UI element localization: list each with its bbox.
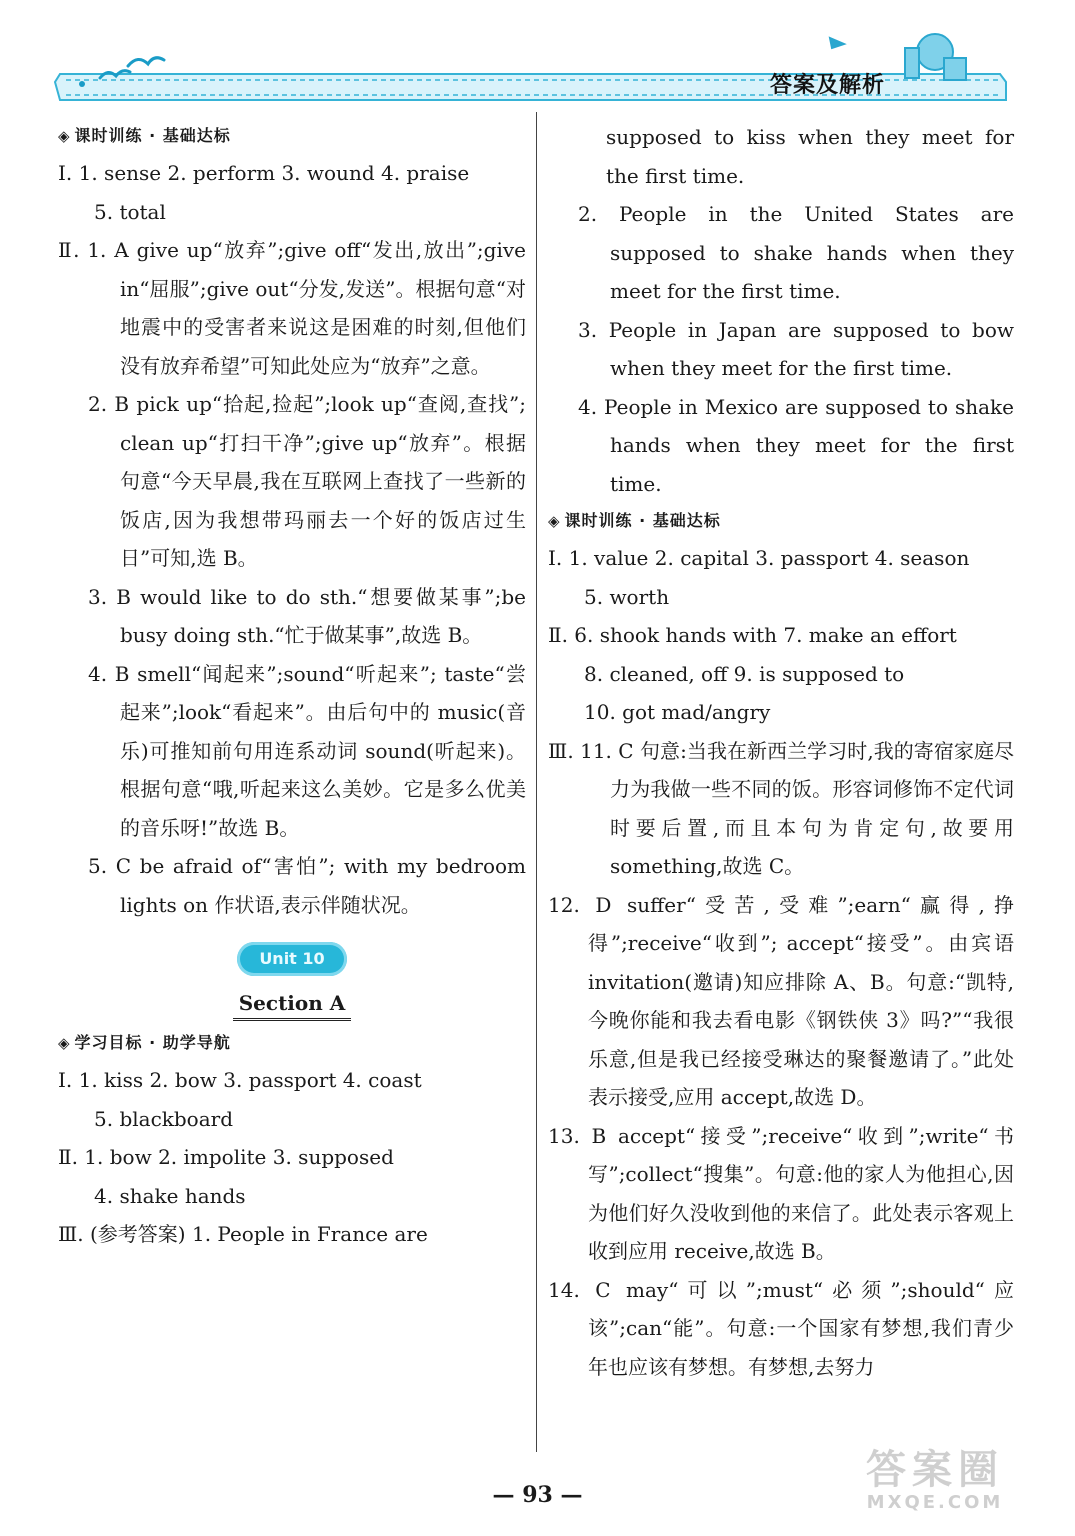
watermark xyxy=(835,1448,1035,1528)
diamond-icon: ◈ xyxy=(58,1034,71,1052)
unit-badge: Unit 10 xyxy=(237,942,346,976)
watermark-url: MXQE.COM xyxy=(866,1492,1004,1513)
answer-line: supposed to kiss when they meet for the first time. xyxy=(606,125,1014,188)
answer-line: 8. cleaned, off 9. is supposed to xyxy=(584,661,905,686)
column-divider xyxy=(536,112,537,1452)
answer-line: Ⅰ. 1. value 2. capital 3. passport 4. season xyxy=(548,546,970,570)
page-number: — 93 — xyxy=(492,1482,583,1508)
answer-line: Ⅱ. 6. shook hands with 7. make an effort xyxy=(548,623,957,647)
section-heading-text: 课时训练 · 基础达标 xyxy=(74,126,231,145)
answer-explanation: 14. C may“可以”;must“必须”;should“应该”;can“能”。句意:一个国家有梦想,我们青少年也应该有梦想。有梦想,去努力 xyxy=(548,1277,1014,1379)
section-heading xyxy=(548,503,1014,539)
header-title: 答案及解析 xyxy=(769,73,885,98)
answer-line: 10. got mad/angry xyxy=(584,700,771,724)
answer-line: Ⅰ. 1. kiss 2. bow 3. passport 4. coast xyxy=(58,1068,422,1092)
unit-badge-wrap xyxy=(58,938,526,982)
answer-line: 5. worth xyxy=(584,584,670,609)
section-heading-text: 学习目标 · 助学导航 xyxy=(74,1033,231,1052)
header-decoration xyxy=(0,0,1075,110)
section-title-text: Section A xyxy=(233,988,352,1021)
diamond-icon: ◈ xyxy=(548,512,561,530)
answer-line: Ⅱ. 1. bow 2. impolite 3. supposed xyxy=(58,1145,394,1169)
section-heading xyxy=(58,1025,526,1061)
section-heading-text: 课时训练 · 基础达标 xyxy=(564,511,721,530)
answer-explanation: 3. B would like to do sth.“想要做某事”;be busy doing sth.“忙于做某事”,故选 B。 xyxy=(88,584,526,647)
answer-line: 4. People in Mexico are supposed to shake hands when they meet for the first time. xyxy=(578,394,1014,496)
answer-line: 4. shake hands xyxy=(94,1183,246,1208)
answer-explanation: 5. C be afraid of“害怕”; with my bedroom lights on 作状语,表示伴随状况。 xyxy=(88,854,526,917)
answer-line: 5. total xyxy=(94,199,166,224)
answer-explanation: 4. B smell“闻起来”;sound“听起来”; taste“尝起来”;look“看起来”。由后句中的 music(音乐)可推知前句用连系动词 sound(听起来)。根据句意“哦,听起来这么美妙。它是多么优美的音乐呀!”故选 B。 xyxy=(88,661,526,840)
diamond-icon: ◈ xyxy=(58,127,71,145)
section-title xyxy=(58,986,526,1021)
left-column xyxy=(58,118,526,1254)
answer-explanation: 13. B accept“接受”;receive“收到”;write“书写”;collect“搜集”。句意:他的家人为他担心,因为他们好久没收到他的来信了。此处表示客观上收到应用 receive,故选 B。 xyxy=(548,1123,1014,1263)
section-heading xyxy=(58,118,526,154)
answer-line: 2. People in the United States are supposed to shake hands when they meet for the first time. xyxy=(578,202,1014,303)
answer-line: 5. blackboard xyxy=(94,1106,234,1131)
answer-explanation: Ⅱ. 1. A give up“放弃”;give off“发出,放出”;give in“屈服”;give out“分发,发送”。根据句意“对地震中的受害者来说这是困难的时刻,但他们没有放弃希望”可知此处应为“放弃”之意。 xyxy=(58,238,526,378)
right-column xyxy=(548,118,1014,1386)
answer-explanation: 12. D suffer“受苦,受难”;earn“赢得,挣得”;receive“收到”; accept“接受”。由宾语 invitation(邀请)知应排除 A、B。句意:“凯特,今晚你能和我去看电影《钢铁侠 3》吗?”“我很乐意,但是我已经接受琳达的聚餐邀请了。”此处表示接受,应用 accept,故选 D。 xyxy=(548,892,1014,1109)
answer-line: 3. People in Japan are supposed to bow when they meet for the first time. xyxy=(578,317,1014,380)
watermark-title: 答案圈 xyxy=(866,1447,1004,1493)
answer-line: Ⅰ. 1. sense 2. perform 3. wound 4. praise xyxy=(58,161,470,185)
page-header xyxy=(0,0,1075,110)
answer-explanation: 2. B pick up“拾起,捡起”;look up“查阅,查找”; clean up“打扫干净”;give up“放弃”。根据句意“今天早晨,我在互联网上查找了一些新的饭店,因为我想带玛丽去一个好的饭店过生日”可知,选 B。 xyxy=(88,392,526,570)
answer-line: Ⅲ. (参考答案) 1. People in France are xyxy=(58,1222,428,1246)
answer-explanation: Ⅲ. 11. C 句意:当我在新西兰学习时,我的寄宿家庭尽力为我做一些不同的饭。形容词修饰不定代词时要后置,而且本句为肯定句,故要用 something,故选 C。 xyxy=(548,738,1014,878)
